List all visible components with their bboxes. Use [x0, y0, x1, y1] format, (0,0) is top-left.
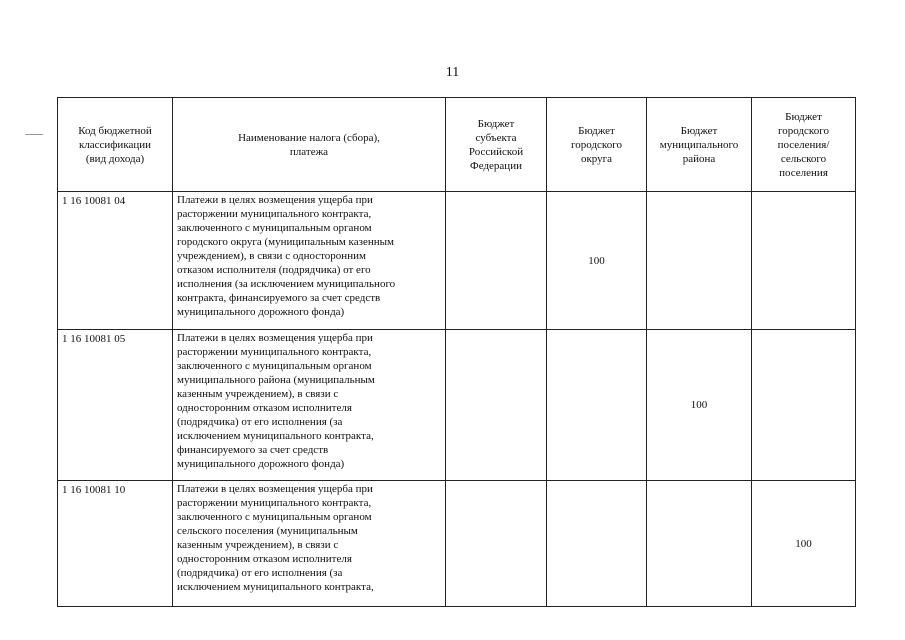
header-line: Федерации — [470, 159, 522, 172]
payment-name-line: Платежи в целях возмещения ущерба при — [177, 483, 373, 495]
payment-name-line: расторжении муниципального контракта, — [177, 497, 372, 509]
header-line: (вид дохода) — [85, 152, 145, 165]
municipal-district-budget-cell — [647, 481, 752, 607]
settlement-budget-cell — [752, 330, 856, 481]
table-row — [58, 481, 856, 607]
table-row — [58, 192, 856, 330]
header-line: классификации — [78, 138, 152, 151]
payment-name-line: казенным учреждением), в связи с — [177, 539, 339, 551]
header-line: округа — [580, 152, 613, 165]
header-line: городского — [571, 138, 622, 151]
header-line: поселения — [779, 166, 828, 179]
payment-name-line: заключенного с муниципальным органом — [177, 360, 372, 372]
payment-name-line: (подрядчика) от его исполнения (за — [177, 416, 343, 428]
payment-name-line: односторонним отказом исполнителя — [177, 553, 352, 565]
header-name — [173, 98, 446, 192]
header-line: района — [682, 152, 716, 165]
payment-name-line: односторонним отказом исполнителя — [177, 402, 352, 414]
header-line: Бюджет — [680, 124, 718, 137]
scan-mark — [25, 134, 43, 135]
payment-name-line: отказом исполнителя (подрядчика) от его — [177, 264, 371, 276]
header-line: сельского — [780, 152, 827, 165]
payment-name-line: казенным учреждением), в связи с — [177, 388, 339, 400]
payment-name-line: исполнения (за исключением муниципального — [177, 278, 396, 290]
payment-name-line: Платежи в целях возмещения ущерба при — [177, 332, 373, 344]
header-line: Бюджет — [477, 117, 515, 130]
header-municipal-district-budget — [647, 98, 752, 192]
city-district-budget-cell: 100 — [547, 192, 647, 330]
payment-name-line: исключением муниципального контракта, — [177, 581, 374, 593]
payment-name-cell — [173, 192, 446, 330]
classification-code-cell: 1 16 10081 04 — [58, 192, 173, 330]
header-subject-budget — [446, 98, 547, 192]
payment-name-line: заключенного с муниципальным органом — [177, 511, 372, 523]
header-settlement-budget — [752, 98, 856, 192]
payment-name-line: расторжении муниципального контракта, — [177, 208, 372, 220]
header-line: платежа — [289, 145, 329, 158]
payment-name-line: контракта, финансируемого за счет средств — [177, 292, 381, 304]
payment-name-cell — [173, 330, 446, 481]
settlement-budget-cell: 100 — [752, 481, 856, 607]
classification-code-cell: 1 16 10081 05 — [58, 330, 173, 481]
budget-classification-table — [57, 97, 856, 607]
settlement-budget-cell — [752, 192, 856, 330]
table-header-row — [58, 98, 856, 192]
payment-name-line: городского округа (муниципальным казенным — [177, 236, 394, 248]
header-code — [58, 98, 173, 192]
payment-name-line: исключением муниципального контракта, — [177, 430, 374, 442]
payment-name-cell — [173, 481, 446, 607]
header-line: Наименование налога (сбора), — [238, 131, 380, 144]
header-line: субъекта — [475, 131, 517, 144]
header-line: Бюджет — [785, 110, 822, 123]
table-row — [58, 330, 856, 481]
header-line: поселения/ — [777, 138, 830, 151]
payment-name-line: расторжении муниципального контракта, — [177, 346, 372, 358]
header-line: Бюджет — [578, 124, 615, 137]
classification-code-cell: 1 16 10081 10 — [58, 481, 173, 607]
header-city-district-budget — [547, 98, 647, 192]
payment-name-line: учреждением), в связи с односторонним — [177, 250, 366, 262]
header-line: Российской — [468, 145, 524, 158]
subject-budget-cell — [446, 481, 547, 607]
table-body — [58, 192, 856, 607]
payment-name-line: заключенного с муниципальным органом — [177, 222, 372, 234]
payment-name-line: муниципального района (муниципальным — [177, 374, 375, 386]
header-line: Код бюджетной — [78, 124, 152, 137]
municipal-district-budget-cell: 100 — [647, 330, 752, 481]
payment-name-line: Платежи в целях возмещения ущерба при — [177, 194, 373, 206]
city-district-budget-cell — [547, 330, 647, 481]
payment-name-line: (подрядчика) от его исполнения (за — [177, 567, 343, 579]
subject-budget-cell — [446, 330, 547, 481]
city-district-budget-cell — [547, 481, 647, 607]
page-number: 11 — [445, 65, 460, 80]
header-line: муниципального — [659, 138, 739, 151]
payment-name-line: муниципального дорожного фонда) — [177, 306, 345, 318]
payment-name-line: финансируемого за счет средств — [177, 444, 329, 456]
subject-budget-cell — [446, 192, 547, 330]
payment-name-line: муниципального дорожного фонда) — [177, 458, 345, 470]
header-line: городского — [778, 124, 829, 137]
municipal-district-budget-cell — [647, 192, 752, 330]
payment-name-line: сельского поселения (муниципальным — [177, 525, 358, 537]
